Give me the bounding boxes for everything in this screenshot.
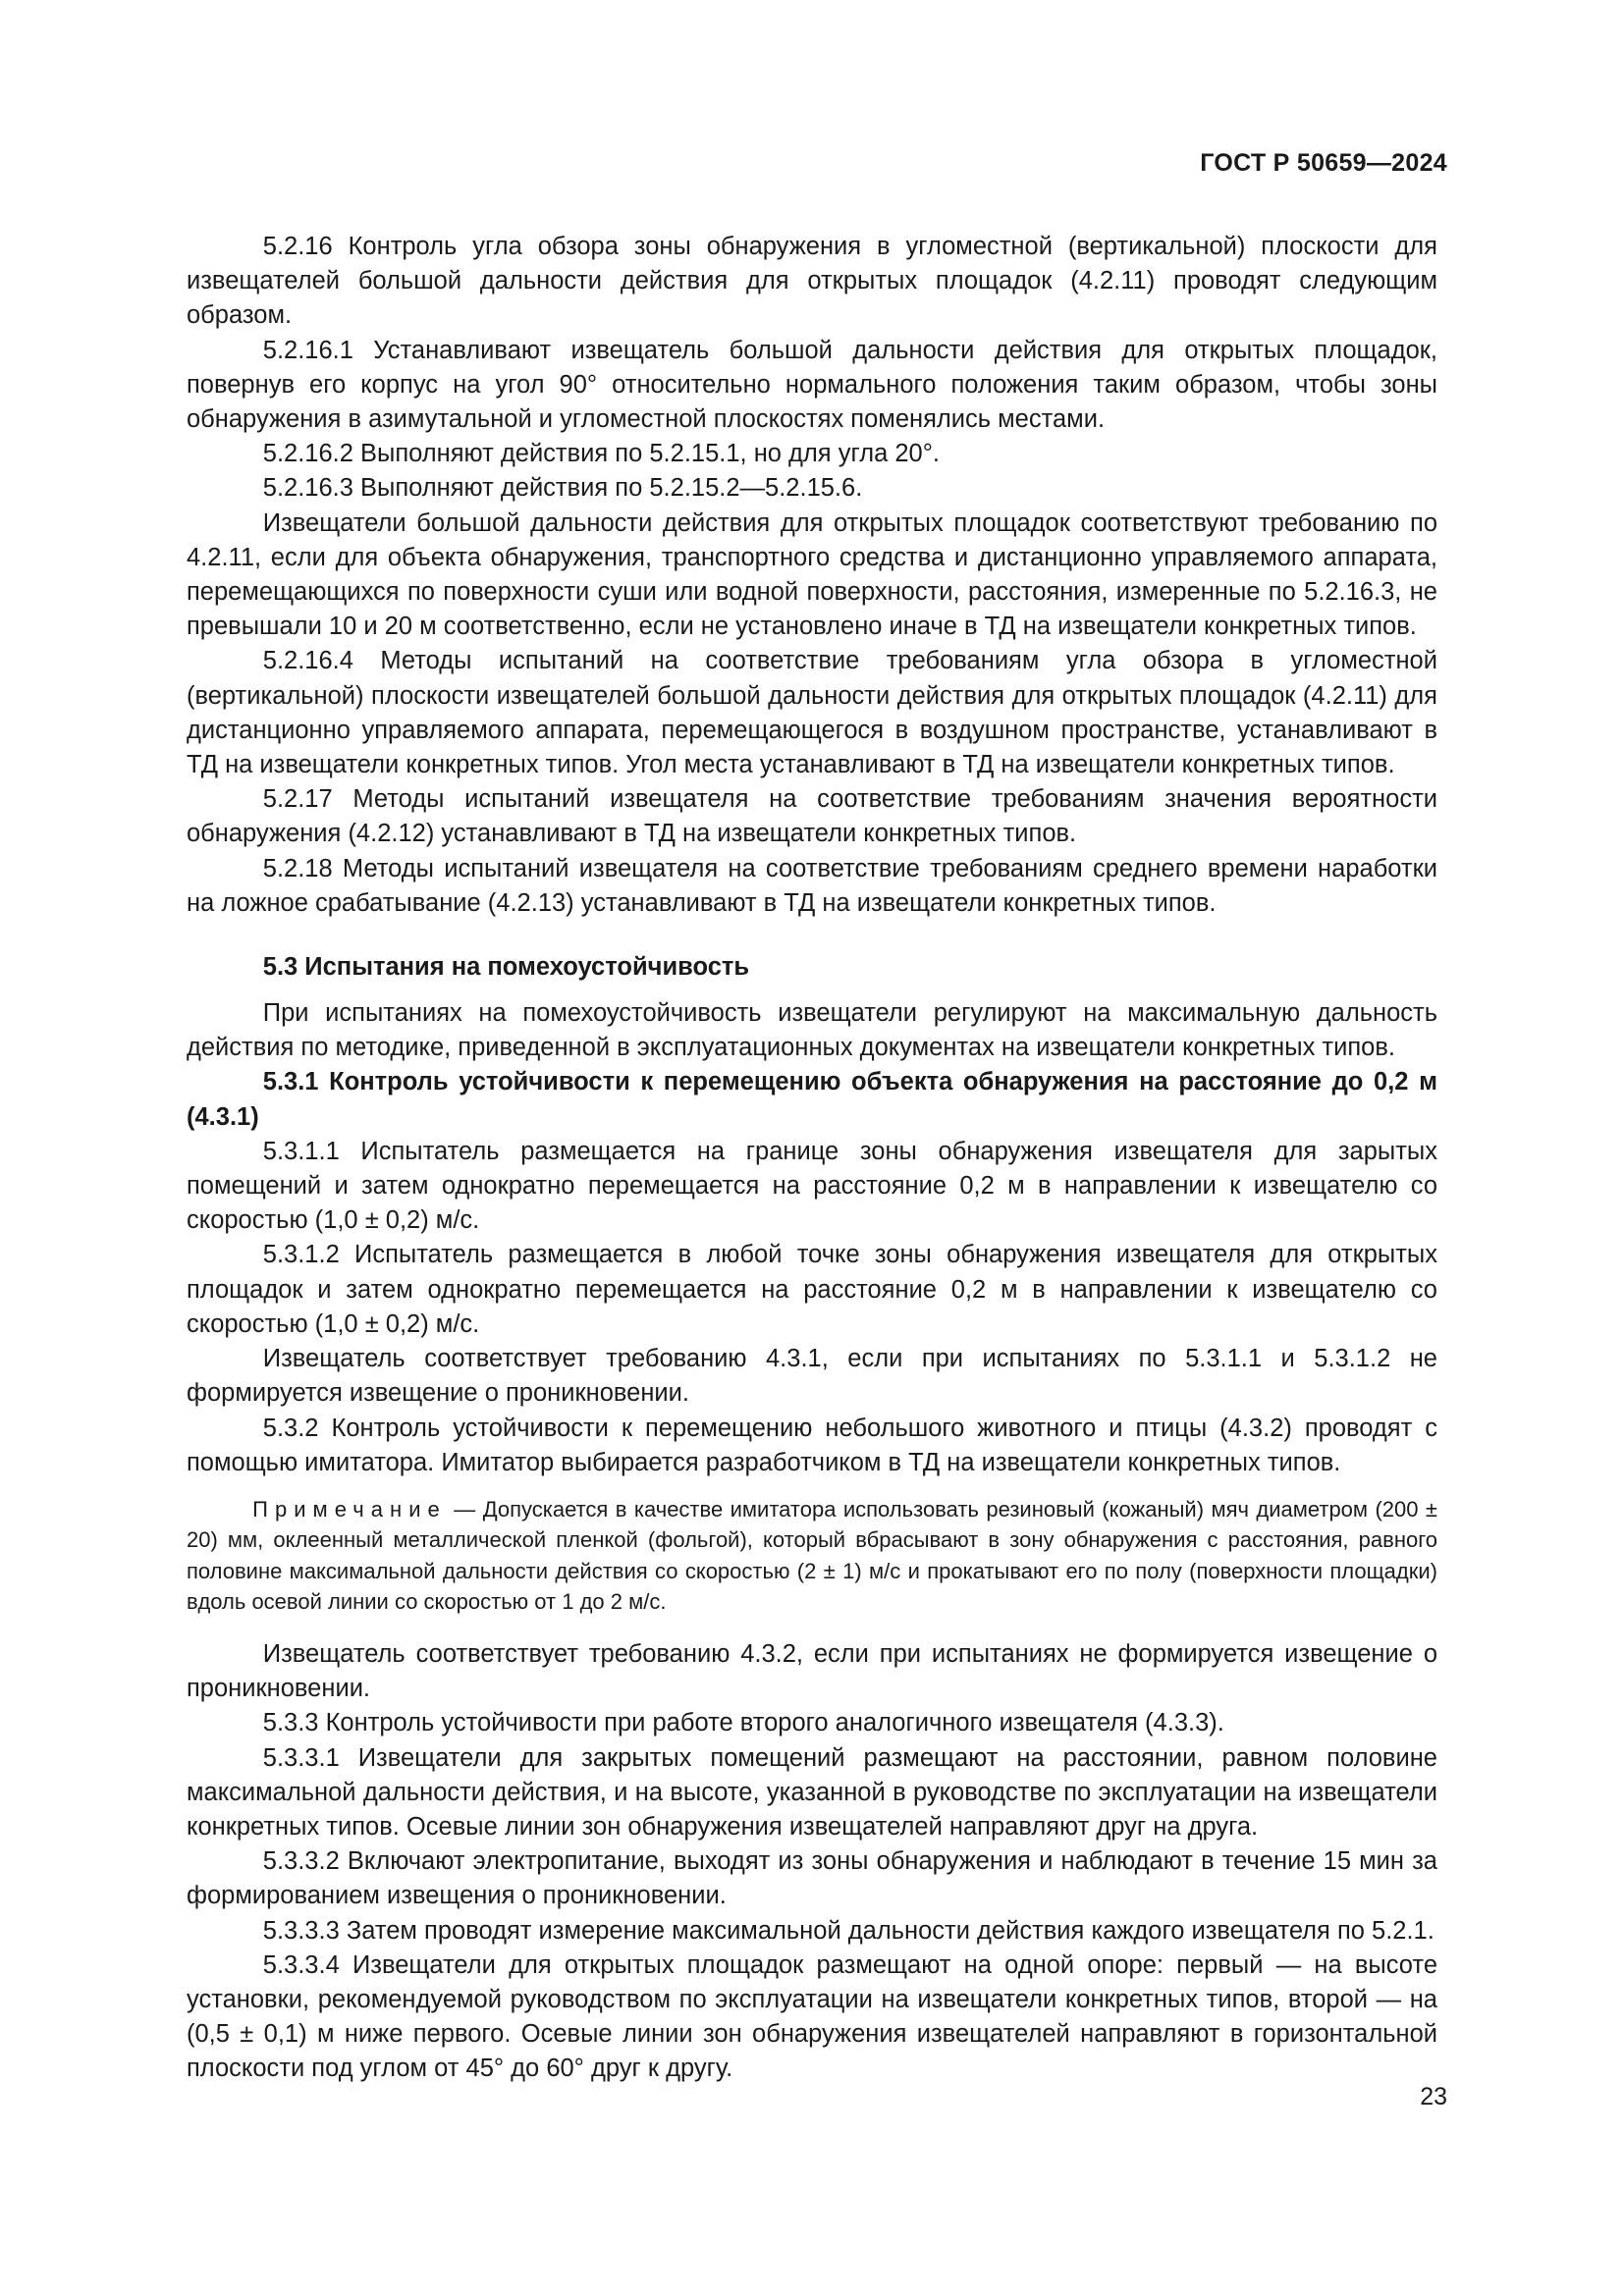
- paragraph-5-3-intro: При испытаниях на помехоустойчивость извещатели регулируют на максимальную дальность действия по методике, приведенной в эксплуатационных документах на извещатели конкретных типов.: [187, 999, 1437, 1062]
- paragraph-compliance-4-2-11: Извещатели большой дальности действия для открытых площадок соответствуют требованию по 4.2.11, если для объекта обнаружения, транспортного средства и дистанционно управляемого аппарата, перемещающихся по поверхности суши или водной поверхности, расстояния, измеренные по 5.2.16.3, не превышали 10 и 20 м соответственно, если не установлено иначе в ТД на извещатели конкретных типов.: [187, 508, 1437, 641]
- subsection-heading-5-3-1: 5.3.1 Контроль устойчивости к перемещению объекта обнаружения на расстояние до 0,2 м (4.3.1): [187, 1068, 1437, 1131]
- note-label: Примечание: [252, 1496, 447, 1522]
- paragraph-5-2-18: 5.2.18 Методы испытаний извещателя на соответствие требованиям среднего времени наработки на ложное срабатывание (4.2.13) устанавливают в ТД на извещатели конкретных типов.: [187, 854, 1437, 917]
- paragraph-5-2-16: 5.2.16 Контроль угла обзора зоны обнаружения в угломестной (вертикальной) плоскости для извещателей большой дальности действия для открытых площадок (4.2.11) проводят следующим образом.: [187, 233, 1437, 330]
- paragraph-5-3-3: 5.3.3 Контроль устойчивости при работе второго аналогичного извещателя (4.3.3).: [262, 1709, 1224, 1737]
- paragraph-5-3-3-4: 5.3.3.4 Извещатели для открытых площадок размещают на одной опоре: первый — на высоте установки, рекомендуемой руководством по эксплуатации на извещатели конкретных типов, второй — на (0,5 ± 0,1) м ниже первого. Осевые линии зон обнаружения извещателей направляют в горизонтальной плоскости под углом от 45° до 60° друг к другу.: [187, 1950, 1437, 2083]
- paragraph-5-3-3-1: 5.3.3.1 Извещатели для закрытых помещений размещают на расстоянии, равном половине максимальной дальности действия, и на высоте, указанной в руководстве по эксплуатации на извещатели конкретных типов. Осевые линии зон обнаружения извещателей направляют друг на друга.: [187, 1743, 1437, 1841]
- paragraph-5-3-3-3: 5.3.3.3 Затем проводят измерение максимальной дальности действия каждого извещателя по 5.2.1.: [262, 1916, 1435, 1945]
- paragraph-5-2-16-4: 5.2.16.4 Методы испытаний на соответствие требованиям угла обзора в угломестной (вертикальной) плоскости извещателей большой дальности действия для открытых площадок (4.2.11) для дистанционно управляемого аппарата, перемещающегося в воздушном пространстве, устанавливают в ТД на извещатели конкретных типов. Угол места устанавливают в ТД на извещатели конкретных типов.: [187, 647, 1437, 779]
- paragraph-5-2-16-3: 5.2.16.3 Выполняют действия по 5.2.15.2—5.2.15.6.: [262, 474, 863, 503]
- section-heading-5-3: 5.3 Испытания на помехоустойчивость: [262, 953, 750, 982]
- paragraph-5-3-2: 5.3.2 Контроль устойчивости к перемещению небольшого животного и птицы (4.3.2) проводят с помощью имитатора. Имитатор выбирается разработчиком в ТД на извещатели конкретных типов.: [187, 1414, 1437, 1476]
- document-body: [187, 230, 1437, 2087]
- note-block: [187, 1494, 1437, 1618]
- paragraph-5-3-1-1: 5.3.1.1 Испытатель размещается на границе зоны обнаружения извещателя для зарытых помещений и затем однократно перемещается на расстояние 0,2 м в направлении к извещателю со скоростью (1,0 ± 0,2) м/с.: [187, 1137, 1437, 1235]
- paragraph-5-2-16-1: 5.2.16.1 Устанавливают извещатель большой дальности действия для открытых площадок, повернув его корпус на угол 90° относительно нормального положения таким образом, чтобы зоны обнаружения в азимутальной и угломестной плоскостях поменялись местами.: [187, 336, 1437, 434]
- paragraph-5-3-1-2: 5.3.1.2 Испытатель размещается в любой точке зоны обнаружения извещателя для открытых площадок и затем однократно перемещается на расстояние 0,2 м в направлении к извещателю со скоростью (1,0 ± 0,2) м/с.: [187, 1241, 1437, 1338]
- paragraph-5-2-17: 5.2.17 Методы испытаний извещателя на соответствие требованиям значения вероятности обнаружения (4.2.12) устанавливают в ТД на извещатели конкретных типов.: [187, 785, 1437, 848]
- paragraph-5-2-16-2: 5.2.16.2 Выполняют действия по 5.2.15.1, но для угла 20°.: [262, 440, 940, 468]
- page-number: 23: [1420, 2083, 1447, 2110]
- paragraph-5-3-3-2: 5.3.3.2 Включают электропитание, выходят из зоны обнаружения и наблюдают в течение 15 мин за формированием извещения о проникновении.: [187, 1847, 1437, 1910]
- note-text: — Допускается в качестве имитатора использовать резиновый (кожаный) мяч диаметром (200 ± 20) мм, оклеенный металлической пленкой (фольгой), который вбрасывают в зону обнаружения с расстояния, равного половине максимальной дальности действия со скоростью (2 ± 1) м/с и прокатывают его по полу (поверхности площадки) вдоль осевой линии со скоростью от 1 до 2 м/с.: [187, 1496, 1437, 1615]
- paragraph-compliance-4-3-2: Извещатель соответствует требованию 4.3.2, если при испытаниях не формируется извещение о проникновении.: [187, 1639, 1437, 1703]
- paragraph-compliance-4-3-1: Извещатель соответствует требованию 4.3.1, если при испытаниях по 5.3.1.1 и 5.3.1.2 не формируется извещение о проникновении.: [187, 1345, 1437, 1408]
- doc-header: ГОСТ Р 50659—2024: [1200, 149, 1447, 177]
